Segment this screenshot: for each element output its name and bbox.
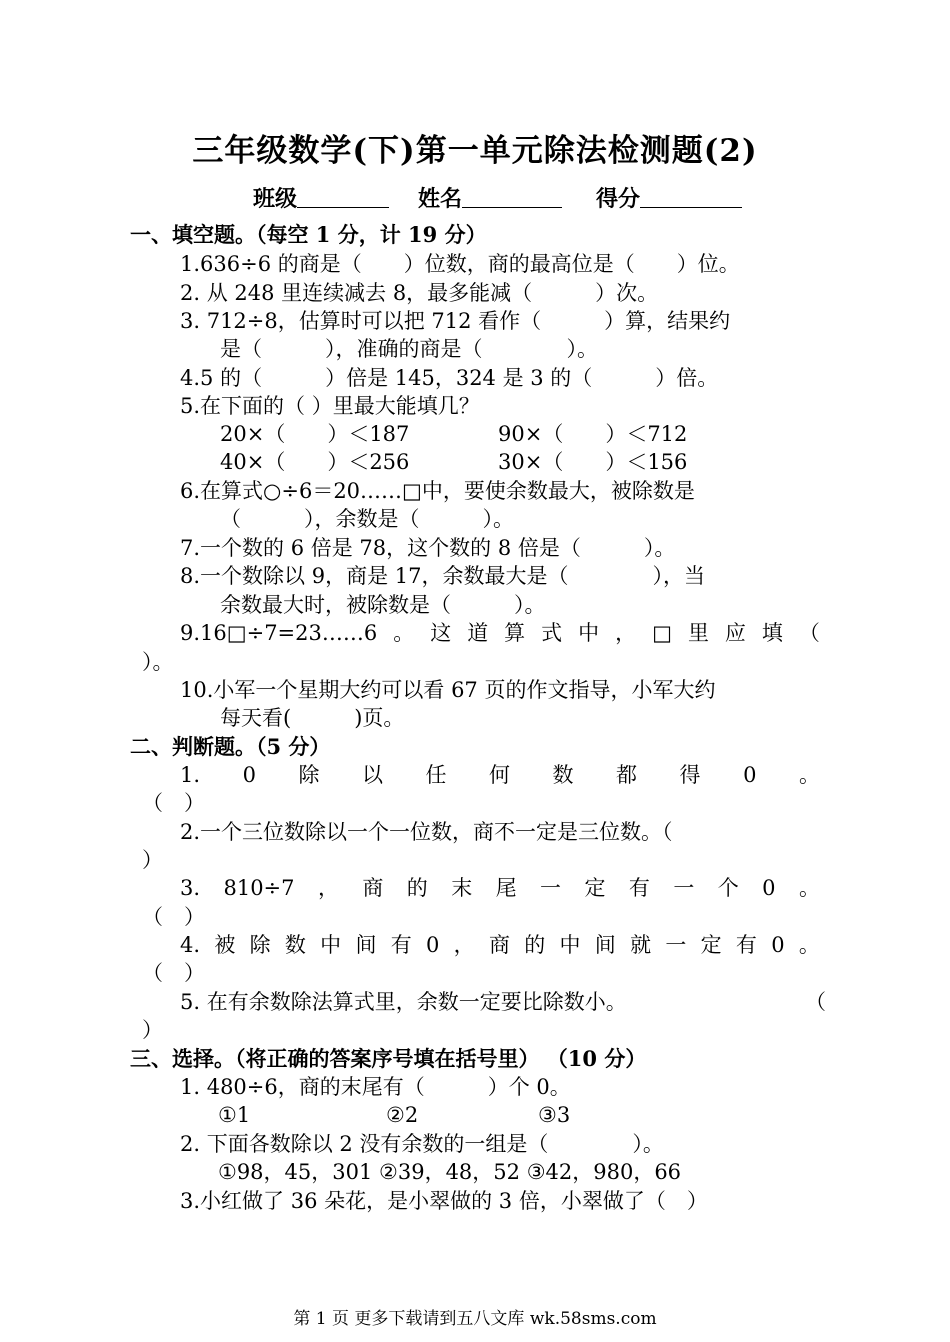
q1-item-5: 5.在下面的（ ）里最大能填几？: [180, 394, 480, 418]
q2-item-5-line-2: ）: [142, 1018, 163, 1042]
q2-item-1-line-2: （ ）: [142, 791, 205, 815]
q1-item-6-line-1: 6.在算式○÷6＝20……□中，要使余数最大，被除数是: [180, 479, 695, 503]
q2-item-5-paren-open: （: [805, 990, 826, 1014]
q1-item-1: 1.636÷6 的商是（ ）位数，商的最高位是（ ）位。: [180, 252, 740, 276]
q2-item-3-line-2: （ ）: [142, 905, 205, 929]
name-field: [418, 182, 562, 213]
name-label: 姓名: [418, 186, 463, 212]
page-title: 三年级数学(下)第一单元除法检测题(2): [192, 133, 758, 169]
section-3-heading: 三、选择。（将正确的答案序号填在括号里） （10 分）: [130, 1046, 647, 1071]
q1-item-5-expr-2: 90×（ ）＜712: [498, 422, 688, 446]
q1-item-10-line-2: 每天看( )页。: [220, 706, 405, 730]
class-field: [253, 182, 389, 213]
page-footer: 第 1 页 更多下载请到五八文库 wk.58sms.com: [293, 1309, 657, 1329]
q2-item-3-line-1: 3. 810÷7 ， 商 的 末 尾 一 定 有 一 个 0 。: [180, 876, 820, 900]
q1-item-2: 2. 从 248 里连续减去 8，最多能减（ ）次。: [180, 281, 659, 305]
name-blank[interactable]: [462, 185, 562, 208]
q1-item-6-line-2: （ ），余数是（ ）。: [220, 507, 514, 531]
q3-item-1-option-1: ①1: [218, 1103, 251, 1127]
q3-item-1: 1. 480÷6，商的末尾有（ ）个 0。: [180, 1075, 571, 1099]
q1-item-5-expr-4: 30×（ ）＜156: [498, 450, 688, 474]
section-1-heading: 一、填空题。（每空 1 分，计 19 分）: [130, 222, 487, 247]
q2-item-5-line-1: 5. 在有余数除法算式里，余数一定要比除数小。: [180, 990, 627, 1014]
class-blank[interactable]: [297, 185, 389, 208]
q1-item-9-line-1: 9.16□÷7=23……6 。 这 道 算 式 中 ， □ 里 应 填 （: [180, 621, 820, 645]
q1-item-3-line-2: 是（ ），准确的商是（ ）。: [220, 337, 598, 361]
score-label: 得分: [596, 186, 641, 212]
q1-item-3-line-1: 3. 712÷8，估算时可以把 712 看作（ ）算，结果约: [180, 309, 731, 333]
student-info-row: [0, 182, 950, 214]
q1-item-8-line-1: 8.一个数除以 9，商是 17，余数最大是（ ），当: [180, 564, 705, 588]
q2-item-1-line-1: 1. 0 除 以 任 何 数 都 得 0 。: [180, 763, 820, 787]
q3-item-2-options: ①98，45，301 ②39，48，52 ③42，980，66: [218, 1160, 682, 1184]
q3-item-1-option-2: ②2: [386, 1103, 419, 1127]
section-2-heading: 二、判断题。（5 分）: [130, 734, 331, 759]
q1-item-10-line-1: 10.小军一个星期大约可以看 67 页的作文指导，小军大约: [180, 678, 716, 702]
q1-item-5-expr-1: 20×（ ）＜187: [220, 422, 410, 446]
q2-item-4-line-1: 4. 被 除 数 中 间 有 0 ， 商 的 中 间 就 一 定 有 0 。: [180, 933, 820, 957]
score-blank[interactable]: [640, 185, 742, 208]
q1-item-8-line-2: 余数最大时，被除数是（ ）。: [220, 593, 546, 617]
class-label: 班级: [253, 186, 298, 212]
q1-item-4: 4.5 的（ ）倍是 145，324 是 3 的（ ）倍。: [180, 366, 719, 390]
q2-item-4-line-2: （ ）: [142, 961, 205, 985]
q2-item-2-line-1: 2.一个三位数除以一个一位数，商不一定是三位数。（: [180, 820, 673, 844]
q3-item-2: 2. 下面各数除以 2 没有余数的一组是（ ）。: [180, 1132, 664, 1156]
q2-item-2-line-2: ）: [142, 848, 163, 872]
q3-item-3: 3.小红做了 36 朵花，是小翠做的 3 倍，小翠做了（ ）: [180, 1189, 708, 1213]
score-field: [596, 182, 742, 213]
q1-item-9-line-2: ）。: [142, 650, 174, 674]
q1-item-5-expr-3: 40×（ ）＜256: [220, 450, 410, 474]
q3-item-1-option-3: ③3: [538, 1103, 571, 1127]
q1-item-7: 7.一个数的 6 倍是 78，这个数的 8 倍是（ ）。: [180, 536, 676, 560]
